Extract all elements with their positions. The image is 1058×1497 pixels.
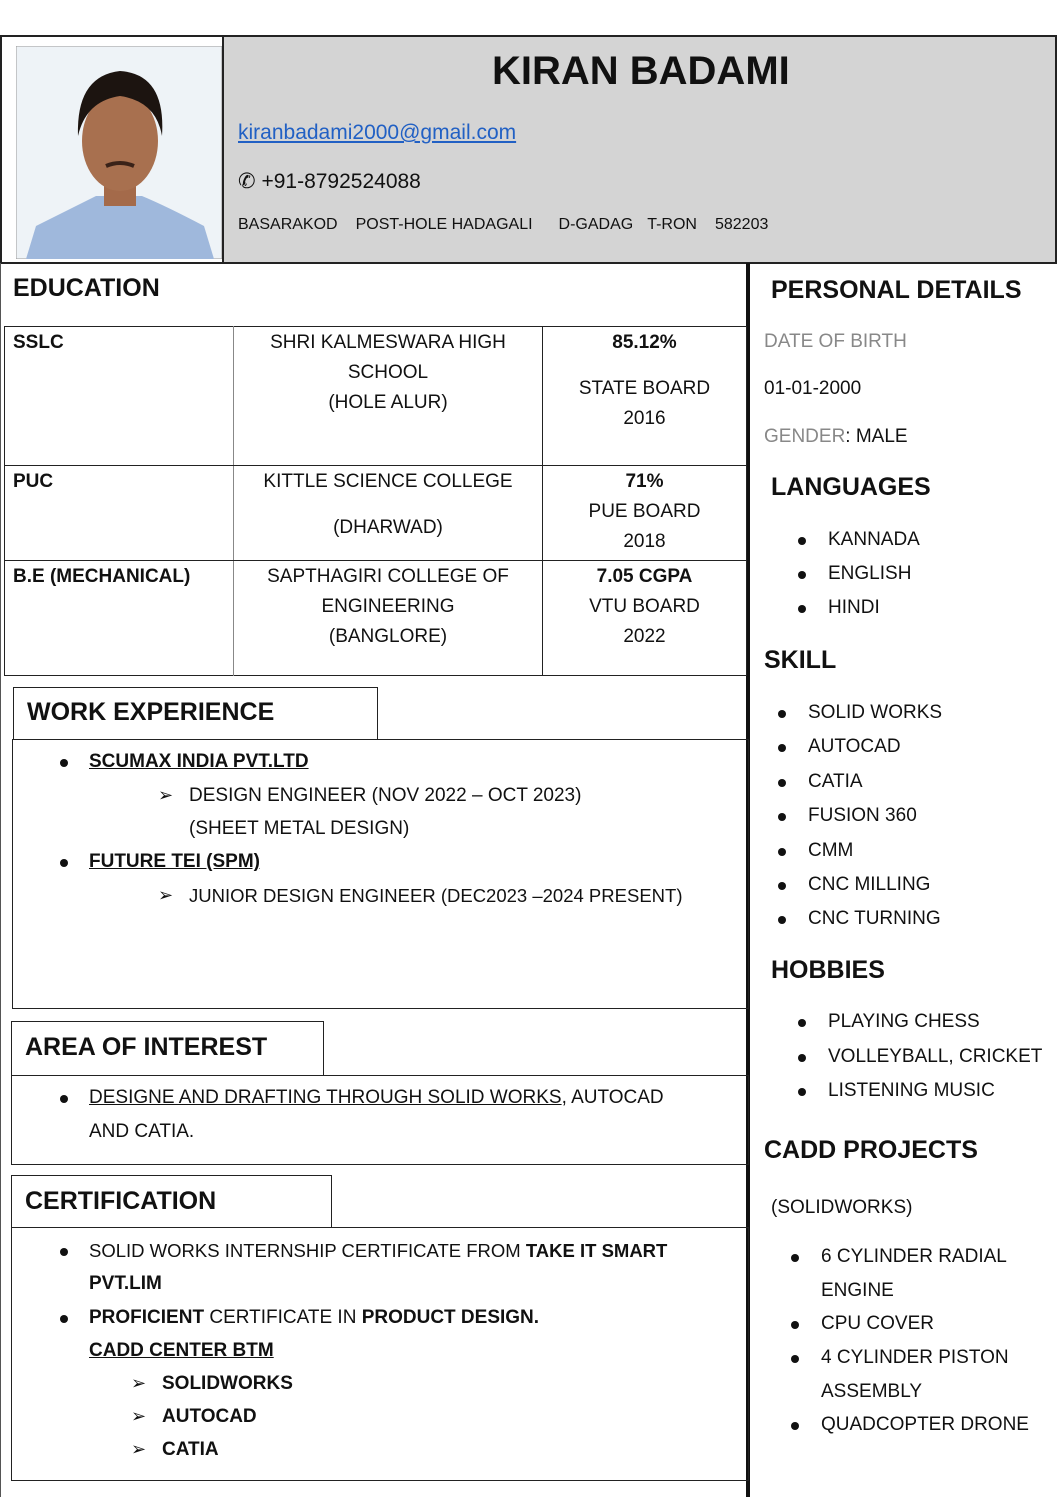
address-post: POST-HOLE HADAGALI <box>355 216 533 233</box>
bullet <box>791 1321 799 1329</box>
certificate-item: PVT.LIM <box>89 1273 162 1294</box>
work-experience-heading: WORK EXPERIENCE <box>27 698 275 726</box>
address <box>238 216 768 234</box>
address-pin: 582203 <box>714 216 769 233</box>
language-item: HINDI <box>828 597 880 618</box>
bullet <box>798 537 806 545</box>
cert-subitem: SOLIDWORKS <box>162 1373 293 1394</box>
candidate-name: KIRAN BADAMI <box>492 49 790 93</box>
job-role: DESIGN ENGINEER (NOV 2022 – OCT 2023) <box>189 785 582 806</box>
gender: GENDER: MALE <box>764 426 908 447</box>
arrow-bullet-icon: ➢ <box>158 785 174 805</box>
hobby-item: LISTENING MUSIC <box>828 1080 995 1101</box>
header <box>0 35 1057 264</box>
bullet <box>798 1088 806 1096</box>
edu-result: 71% PUE BOARD 2018 <box>588 471 701 552</box>
bullet <box>60 1095 68 1103</box>
edu-level: SSLC <box>13 332 64 353</box>
bullet <box>778 710 786 718</box>
bullet <box>798 1019 806 1027</box>
project-item: 4 CYLINDER PISTON <box>821 1347 1009 1368</box>
bullet <box>60 1248 68 1256</box>
bullet <box>60 759 68 767</box>
bullet <box>798 571 806 579</box>
bullet <box>791 1422 799 1430</box>
certificate-item: PROFICIENT CERTIFICATE IN PRODUCT DESIGN. <box>89 1307 540 1328</box>
arrow-bullet-icon: ➢ <box>131 1406 147 1426</box>
project-item: ENGINE <box>821 1279 894 1301</box>
projects-subtitle: (SOLIDWORKS) <box>771 1197 913 1218</box>
bullet <box>791 1355 799 1363</box>
bullet <box>778 813 786 821</box>
skill-item: CATIA <box>808 770 863 792</box>
arrow-bullet-icon: ➢ <box>131 1373 147 1393</box>
edu-level: PUC <box>13 471 54 492</box>
bullet <box>798 1054 806 1062</box>
project-item: QUADCOPTER DRONE <box>821 1414 1029 1435</box>
hobby-item: VOLLEYBALL, CRICKET <box>828 1045 1043 1067</box>
work-experience-box <box>12 739 749 1009</box>
arrow-bullet-icon: ➢ <box>131 1439 147 1459</box>
bullet <box>778 779 786 787</box>
email-link[interactable]: kiranbadami2000@gmail.com <box>238 121 517 144</box>
skill-item: CNC MILLING <box>808 874 931 895</box>
language-item: ENGLISH <box>828 563 912 584</box>
cert-subitem: AUTOCAD <box>162 1406 257 1427</box>
certificate-item: SOLID WORKS INTERNSHIP CERTIFICATE FROM TAKE IT SMART <box>89 1240 668 1261</box>
edu-institution: SHRI KALMESWARA HIGH SCHOOL (HOLE ALUR) <box>270 332 506 413</box>
phone-number: +91-8792524088 <box>261 170 421 193</box>
interest-line: DESIGNE AND DRAFTING THROUGH SOLID WORKS, AUTOCAD <box>89 1087 664 1108</box>
interest-line: AND CATIA. <box>89 1121 195 1142</box>
hobbies-heading: HOBBIES <box>771 956 885 984</box>
bullet <box>778 882 786 890</box>
bullet <box>778 916 786 924</box>
cert-subitem: CATIA <box>162 1439 219 1460</box>
language-item: KANNADA <box>828 529 920 550</box>
bullet <box>791 1254 799 1262</box>
edu-result: 85.12% STATE BOARD 2016 <box>578 332 711 429</box>
left-border <box>0 263 1 1497</box>
edu-institution: KITTLE SCIENCE COLLEGE (DHARWAD) <box>263 471 513 538</box>
bullet <box>778 744 786 752</box>
bullet <box>798 605 806 613</box>
edu-result: 7.05 CGPA VTU BOARD 2022 <box>589 566 700 647</box>
skill-item: FUSION 360 <box>808 805 917 827</box>
skill-item: CMM <box>808 839 854 861</box>
skill-item: SOLID WORKS <box>808 702 943 723</box>
edu-level: B.E (MECHANICAL) <box>13 566 191 587</box>
profile-photo <box>16 46 222 259</box>
phone-row <box>238 169 421 194</box>
edu-institution: SAPTHAGIRI COLLEGE OF ENGINEERING (BANGLORE) <box>267 566 509 647</box>
table-row-divider <box>4 560 747 561</box>
skill-heading: SKILL <box>764 646 837 674</box>
projects-heading: CADD PROJECTS <box>764 1136 978 1164</box>
address-taluk: T-RON <box>647 216 697 233</box>
certificate-center: CADD CENTER BTM <box>89 1340 274 1361</box>
skill-item: CNC TURNING <box>808 908 941 930</box>
job-note: (SHEET METAL DESIGN) <box>189 818 410 839</box>
phone-icon: ✆ <box>238 170 256 193</box>
education-heading: EDUCATION <box>13 274 160 302</box>
table-row-divider <box>4 465 747 466</box>
personal-details-heading: PERSONAL DETAILS <box>771 276 1022 304</box>
company-name: FUTURE TEI (SPM) <box>89 851 260 872</box>
arrow-bullet-icon: ➢ <box>158 885 174 905</box>
company-name: SCUMAX INDIA PVT.LTD <box>89 751 309 772</box>
dob-label: DATE OF BIRTH <box>764 331 907 352</box>
project-item: CPU COVER <box>821 1313 934 1334</box>
bullet <box>60 859 68 867</box>
languages-heading: LANGUAGES <box>771 473 931 501</box>
bullet <box>778 848 786 856</box>
dob-value: 01-01-2000 <box>764 378 862 399</box>
project-item: 6 CYLINDER RADIAL <box>821 1246 1007 1267</box>
certification-heading: CERTIFICATION <box>25 1187 217 1215</box>
job-role: JUNIOR DESIGN ENGINEER (DEC2023 –2024 PRESENT) <box>189 885 683 906</box>
address-village: BASARAKOD <box>238 216 338 233</box>
project-item: ASSEMBLY <box>821 1380 923 1402</box>
bullet <box>60 1315 68 1323</box>
skill-item: AUTOCAD <box>808 736 901 758</box>
address-district: D-GADAG <box>558 216 634 233</box>
interest-heading: AREA OF INTEREST <box>25 1033 268 1061</box>
hobby-item: PLAYING CHESS <box>828 1011 980 1032</box>
